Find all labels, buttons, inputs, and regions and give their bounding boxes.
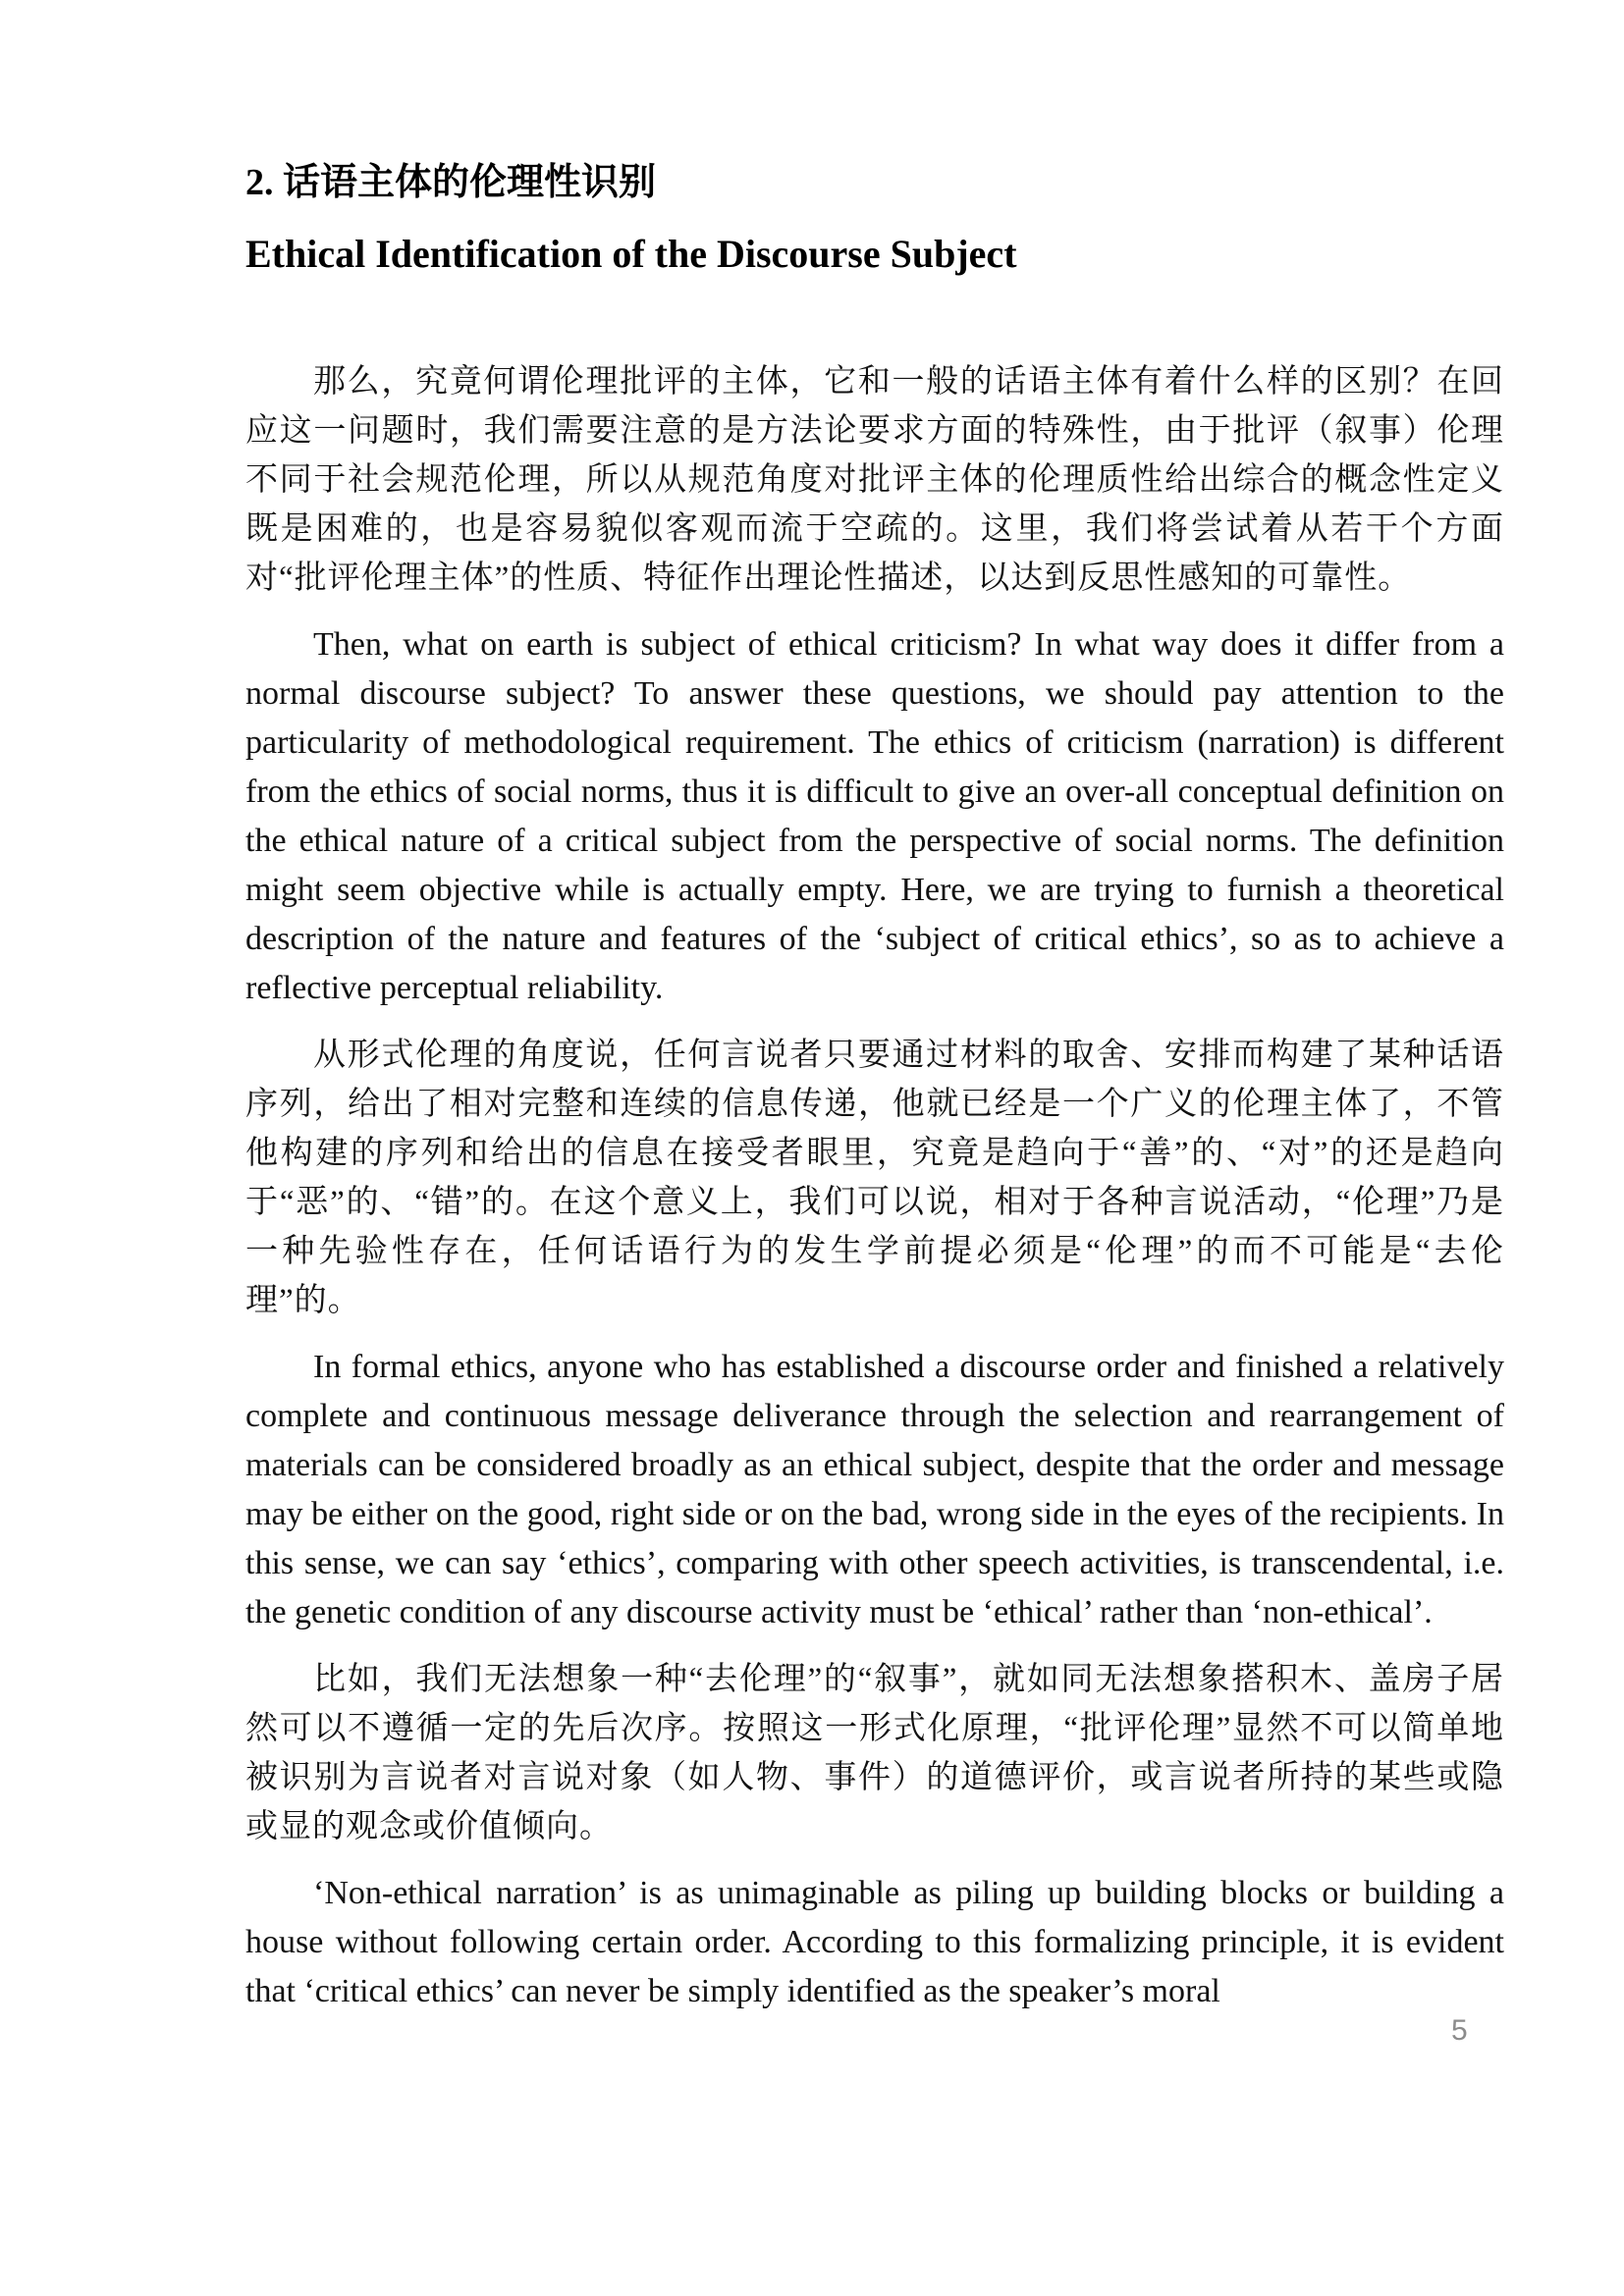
section-heading-en: Ethical Identification of the Discourse Subject [245,232,1017,276]
paragraph-zh-3: 比如，我们无法想象一种“去伦理”的“叙事”，就如同无法想象搭积木、盖房子居然可以不遵循一定的先后次序。按照这一形式化原理，“批评伦理”显然不可以简单地被识别为言说者对言说对象（如人物、事件）的道德评价，或言说者所持的某些或隐或显的观念或价值倾向。 [245,1662,1504,1844]
paragraph-zh-1: 那么，究竟何谓伦理批评的主体，它和一般的话语主体有着什么样的区别？在回应这一问题时，我们需要注意的是方法论要求方面的特殊性，由于批评（叙事）伦理不同于社会规范伦理，所以从规范角度对批评主体的伦理质性给出综合的概念性定义既是困难的，也是容易貌似客观而流于空疏的。这里，我们将尝试着从若干个方面对“批评伦理主体”的性质、特征作出理论性描述，以达到反思性感知的可靠性。 [245,364,1504,596]
paragraph-en-2: In formal ethics, anyone who has established a discourse order and finished a relatively complete and continuous message deliverance through the selection and rearrangement of materials can be considered broadly as an ethical subject, despite that the order and message may be either on the good, right side or on the bad, wrong side in the eyes of the recipients. In this sense, we can say ‘ethics’, comparing with other speech activities, is transcendental, i.e. the genetic condition of any discourse activity must be ‘ethical’ rather than ‘non-ethical’. [245,1349,1504,1630]
page-number: 5 [1451,2014,1468,2047]
paragraph-zh-2: 从形式伦理的角度说，任何言说者只要通过材料的取舍、安排而构建了某种话语序列，给出了相对完整和连续的信息传递，他就已经是一个广义的伦理主体了，不管他构建的序列和给出的信息在接受者眼里，究竟是趋向于“善”的、“对”的还是趋向于“恶”的、“错”的。在这个意义上，我们可以说，相对于各种言说活动，“伦理”乃是一种先验性存在，任何话语行为的发生学前提必须是“伦理”的而不可能是“去伦理”的。 [245,1038,1504,1318]
page-content [245,159,1504,2016]
paragraph-en-3: ‘Non-ethical narration’ is as unimaginable as piling up building blocks or building a house without following certain order. According to this formalizing principle, it is evident that ‘critical ethics’ can never be simply identified as the speaker’s moral [245,1875,1504,2009]
paragraph-en-1: Then, what on earth is subject of ethical criticism? In what way does it differ from a normal discourse subject? To answer these questions, we should pay attention to the particularity of methodological requirement. The ethics of criticism (narration) is different from the ethics of social norms, thus it is difficult to give an over-all conceptual definition on the ethical nature of a critical subject from the perspective of social norms. The definition might seem objective while is actually empty. Here, we are trying to furnish a theoretical description of the nature and features of the ‘subject of critical ethics’, so as to achieve a reflective perceptual reliability. [245,626,1504,1006]
section-heading-zh: 2. 话语主体的伦理性识别 [245,162,657,203]
